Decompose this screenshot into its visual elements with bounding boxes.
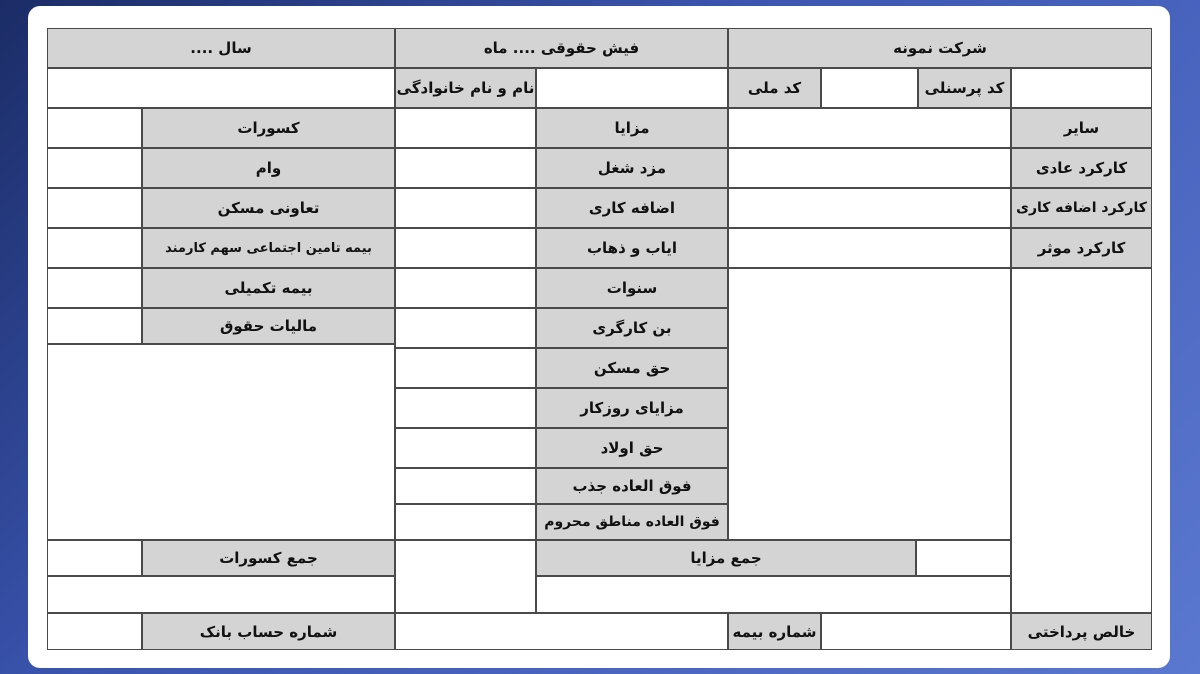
deductions-title: کسورات: [142, 108, 395, 148]
deduction-value[interactable]: [47, 188, 142, 228]
deduction-label: بیمه تکمیلی: [142, 268, 395, 308]
info-blank-cell: [47, 68, 395, 108]
benefit-value[interactable]: [395, 468, 536, 504]
bank-account-label: شماره حساب بانک: [142, 613, 395, 650]
total-deductions-blank: [47, 576, 395, 613]
bank-account-value[interactable]: [47, 613, 142, 650]
benefit-label: اضافه کاری: [536, 188, 728, 228]
company-name-header: شرکت نمونه: [728, 28, 1152, 68]
benefit-label: سنوات: [536, 268, 728, 308]
totals-middle-blank: [395, 540, 536, 613]
benefit-label: حق مسکن: [536, 348, 728, 388]
deductions-blank-area: [47, 344, 395, 540]
benefit-value[interactable]: [395, 388, 536, 428]
personnel-code-value[interactable]: [1011, 68, 1152, 108]
benefit-value[interactable]: [395, 148, 536, 188]
insurance-number-label: شماره بیمه: [728, 613, 821, 650]
total-deductions-label: جمع کسورات: [142, 540, 395, 576]
work-overtime-value[interactable]: [728, 188, 1011, 228]
personnel-code-label: کد پرسنلی: [918, 68, 1011, 108]
total-benefits-value[interactable]: [916, 540, 1011, 576]
deduction-label: وام: [142, 148, 395, 188]
work-other-value[interactable]: [728, 108, 1011, 148]
benefit-value[interactable]: [395, 348, 536, 388]
year-header: سال ....: [47, 28, 395, 68]
benefit-label: مزد شغل: [536, 148, 728, 188]
total-benefits-label: جمع مزایا: [536, 540, 916, 576]
deduction-label: تعاونی مسکن: [142, 188, 395, 228]
benefit-value[interactable]: [395, 428, 536, 468]
total-deductions-value[interactable]: [47, 540, 142, 576]
benefits-title-value: [395, 108, 536, 148]
benefit-value[interactable]: [395, 504, 536, 540]
insurance-number-value[interactable]: [395, 613, 728, 650]
work-normal-value[interactable]: [728, 148, 1011, 188]
benefits-title: مزایا: [536, 108, 728, 148]
work-normal-label: کارکرد عادی: [1011, 148, 1152, 188]
national-code-value[interactable]: [821, 68, 918, 108]
benefit-label: فوق العاده مناطق محروم: [536, 504, 728, 540]
deductions-title-value: [47, 108, 142, 148]
work-blank-area: [728, 268, 1011, 540]
full-name-label: نام و نام خانوادگی: [395, 68, 536, 108]
benefit-value[interactable]: [395, 188, 536, 228]
deduction-value[interactable]: [47, 308, 142, 344]
work-effective-value[interactable]: [728, 228, 1011, 268]
net-pay-value[interactable]: [821, 613, 1011, 650]
net-pay-label: خالص پرداختی: [1011, 613, 1152, 650]
payslip-title-header: فیش حقوقی .... ماه: [395, 28, 728, 68]
benefit-label: مزایای روزکار: [536, 388, 728, 428]
full-name-value[interactable]: [536, 68, 728, 108]
work-blank-column: [1011, 268, 1152, 613]
national-code-label: کد ملی: [728, 68, 821, 108]
benefit-value[interactable]: [395, 308, 536, 348]
work-effective-label: کارکرد موثر: [1011, 228, 1152, 268]
payslip-card: [28, 6, 1170, 668]
deduction-value[interactable]: [47, 268, 142, 308]
deduction-value[interactable]: [47, 148, 142, 188]
total-benefits-blank: [536, 576, 1011, 613]
benefit-label: ایاب و ذهاب: [536, 228, 728, 268]
work-other-label: سایر: [1011, 108, 1152, 148]
benefit-value[interactable]: [395, 268, 536, 308]
deduction-label: بیمه تامین اجتماعی سهم کارمند: [142, 228, 395, 268]
benefit-value[interactable]: [395, 228, 536, 268]
benefit-label: فوق العاده جذب: [536, 468, 728, 504]
deduction-value[interactable]: [47, 228, 142, 268]
deduction-label: مالیات حقوق: [142, 308, 395, 344]
benefit-label: بن کارگری: [536, 308, 728, 348]
work-overtime-label: کارکرد اضافه کاری: [1011, 188, 1152, 228]
benefit-label: حق اولاد: [536, 428, 728, 468]
